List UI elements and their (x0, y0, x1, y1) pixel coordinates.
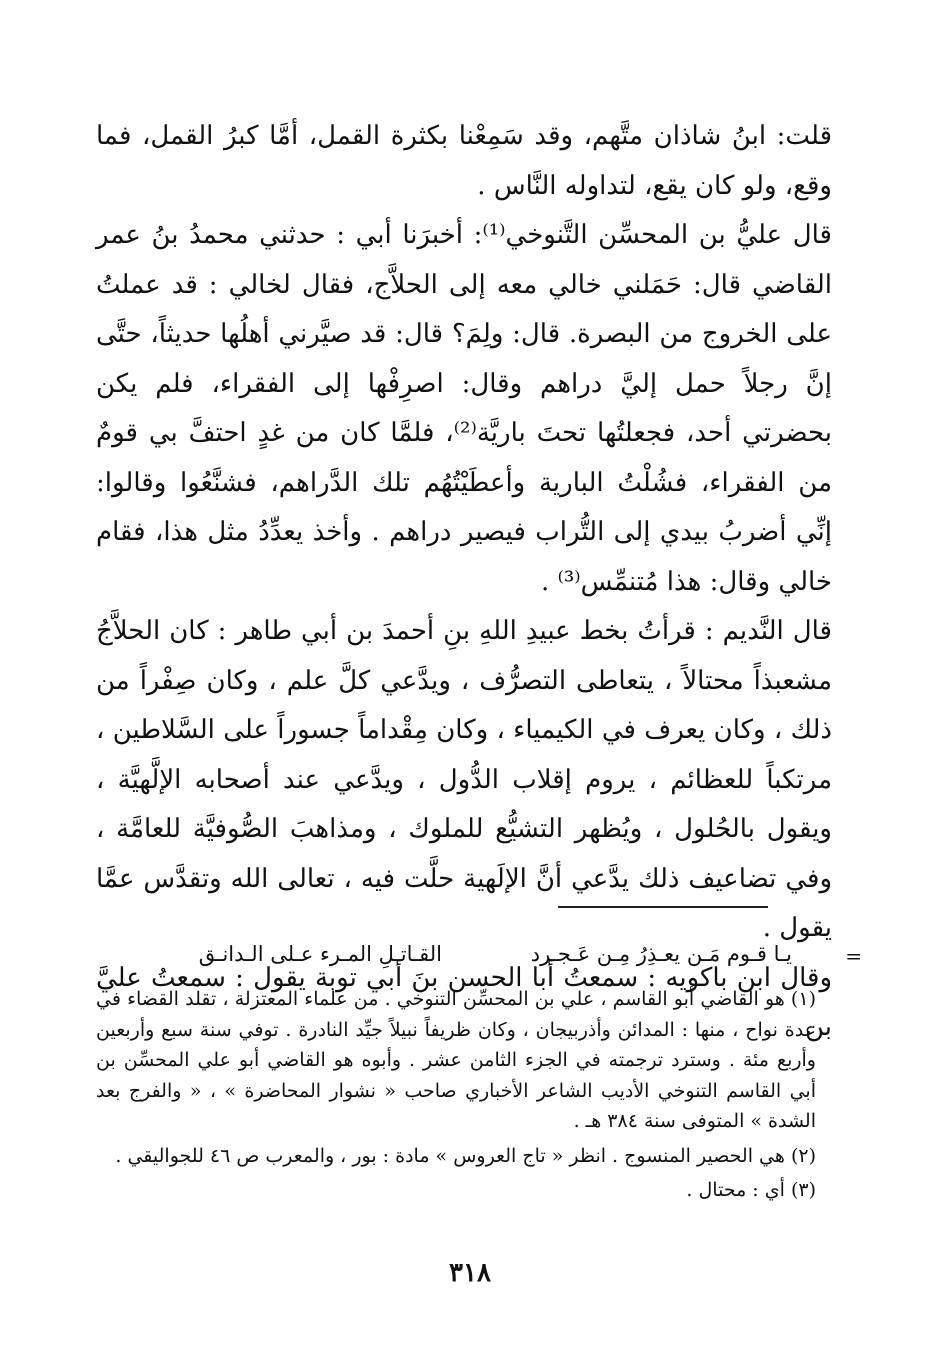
verse-hemistich-1: يـا قـوم مَـن يعـذِرُ مِـن عَـجـرد (530, 942, 792, 966)
footnote-2: (٢) هي الحصير المنسوج . انظر « تاج العروس » مادة : بور ، والمعرب ص ٤٦ للجواليقي . (115, 1144, 816, 1167)
paragraph-4: وقال ابن باكويه : سمعتُ أبا الحسن بنَ أبي توبة يقول : سمعتُ عليَّ بن (96, 962, 832, 1042)
continuation-mark: = (845, 944, 862, 968)
footnotes (96, 984, 832, 1206)
paragraph-3: قال النَّديم : قرأتُ بخط عبيدِ اللهِ بنِ أحمدَ بن أبي طاهر : كان الحلاَّجُ مشعبذاً محتالاً ، يتعاطى التصرُّف ، ويدَّعي كلَّ علم ، وكان صِفْراً من ذلك ، وكان يعرف في الكيمياء ، وكان مِقْداماً جسوراً على السَّلاطين ، مرتكباً للعظائم ، يروم إقلاب الدُّول ، ويدَّعي عند أصحابه الإلَّهيَّة ، ويقول بالحُلول ، ويُظهر التشيُّع للملوك ، ومذاهبَ الصُّوفيَّة للعامَّة ، وفي تضاعيف ذلك يدَّعي أنَّ الإلَهية حلَّت فيه ، تعالى الله وتقدَّس عمَّا يقول . (96, 616, 832, 943)
paragraph-2: قال عليُّ بن المحسِّن التَّنوخي⁽¹⁾: أخبرَنا أبي : حدثني محمدُ بنُ عمر القاضي قال: حَمَلني خالي معه إلى الحلاَّج، فقال لخالي : قد عملتُ على الخروج من البصرة. قال: ولِمَ؟ قال: قد صيَّرني أهلُها حديثاً، حتَّى إنَّ رجلاً حمل إليَّ دراهم وقال: اصرِفْها إلى الفقراء، فلم يكن بحضرتي أحد، فجعلتُها تحتَ باريَّة⁽²⁾، فلمَّا كان من غدٍ احتفَّ بي قومٌ من الفقراء، فشُلْتُ البارية وأعطَيْتُهُم تلك الدَّراهم، فشنَّعُوا وقالوا: إنِّي أضربُ بيدي إلى التُّراب فيصير دراهم . وأخذ يعدِّدُ مثل هذا، فقام خالي وقال: هذا مُتنمِّس⁽³⁾ . (96, 220, 833, 597)
paragraph-1: قلت: ابنُ شاذان متَّهم، وقد سَمِعْنا بكثرة القمل، أمَّا كبرُ القمل، فما وقع، ولو كان يقع، لتداوله النَّاس . (96, 121, 832, 201)
main-text (96, 112, 832, 1053)
page-number: ٣١٨ (449, 1258, 491, 1288)
footnote-3: (٣) أي : محتال . (686, 1179, 816, 1201)
verse-hemistich-2: القـاتـلِ المـرء عـلى الـدانـق (198, 942, 442, 966)
footnote-verse (96, 934, 862, 974)
footnote-1: (١) هو القاضي أبو القاسم ، علي بن المحسِّن التنوخي . من علماء المعتزلة ، تقلد القضاء في عدة نواح ، منها : المدائن وأذربيجان ، وكان ظريفاً نبيلاً جيِّد النادرة . توفي سنة سبع وأربعين وأربع مئة . وسترد ترجمته في الجزء الثامن عشر . وأبوه هو القاضي أبو علي المحسِّن بن أبي القاسم التنوخي الأديب الشاعر الأخباري صاحب « نشوار المحاضرة » ، « والفرج بعد الشدة » المتوفى سنة ٣٨٤ هـ . (96, 988, 816, 1132)
footnote-divider (558, 906, 768, 908)
